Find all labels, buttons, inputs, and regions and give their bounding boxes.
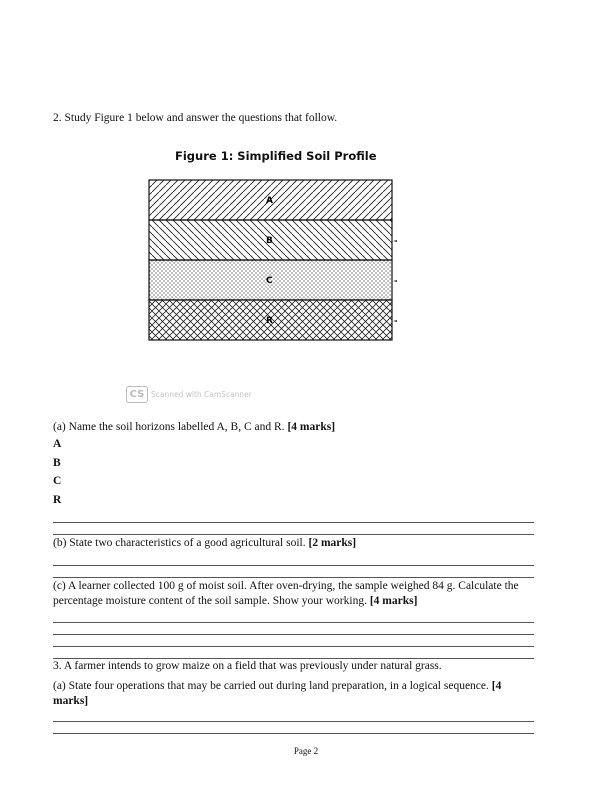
q2c-question-line2: percentage moisture content of the soil sample. Show your working. [4 marks] (53, 595, 418, 607)
arrow-tick-icon (393, 280, 397, 282)
figure-title: Figure 1: Simplified Soil Profile (175, 149, 377, 163)
camscanner-logo-icon: CS (126, 386, 148, 403)
horizon-label-r: R (266, 316, 273, 326)
q3-intro: 3. A farmer intends to grow maize on a field that was previously under natural grass. (53, 660, 442, 672)
arrow-tick-icon (393, 320, 397, 322)
answer-line[interactable] (53, 646, 534, 647)
answer-line[interactable] (53, 522, 534, 523)
horizon-label-a: A (266, 196, 273, 206)
q2b-question: (b) State two characteristics of a good agricultural soil. [2 marks] (53, 537, 357, 549)
answer-letter-a: A (53, 438, 62, 450)
answer-letter-r: R (53, 494, 62, 506)
soil-profile-figure (145, 178, 405, 344)
answer-line[interactable] (53, 622, 534, 623)
answer-line[interactable] (53, 565, 534, 566)
answer-line[interactable] (53, 721, 534, 722)
q3a-question-line2: marks] (53, 695, 89, 707)
q2c-question-line1: (c) A learner collected 100 g of moist soil. After oven-drying, the sample weighed 84 g. Calculate the (53, 580, 519, 592)
answer-letter-b: B (53, 457, 61, 469)
horizon-label-c: C (266, 276, 273, 286)
arrow-tick-icon (393, 240, 397, 242)
page-number: Page 2 (293, 746, 319, 756)
answer-line[interactable] (53, 634, 534, 635)
q3a-question-line1: (a) State four operations that may be carried out during land preparation, in a logical sequence. [4 (53, 680, 502, 692)
answer-letter-c: C (53, 475, 62, 487)
q2-intro: 2. Study Figure 1 below and answer the questions that follow. (53, 112, 338, 124)
horizon-label-b: B (266, 236, 273, 246)
camscanner-watermark-text: Scanned with CamScanner (151, 390, 252, 399)
q2a-question: (a) Name the soil horizons labelled A, B, C and R. [4 marks] (53, 421, 336, 433)
answer-line[interactable] (53, 577, 534, 578)
answer-line[interactable] (53, 733, 534, 734)
answer-line[interactable] (53, 534, 534, 535)
